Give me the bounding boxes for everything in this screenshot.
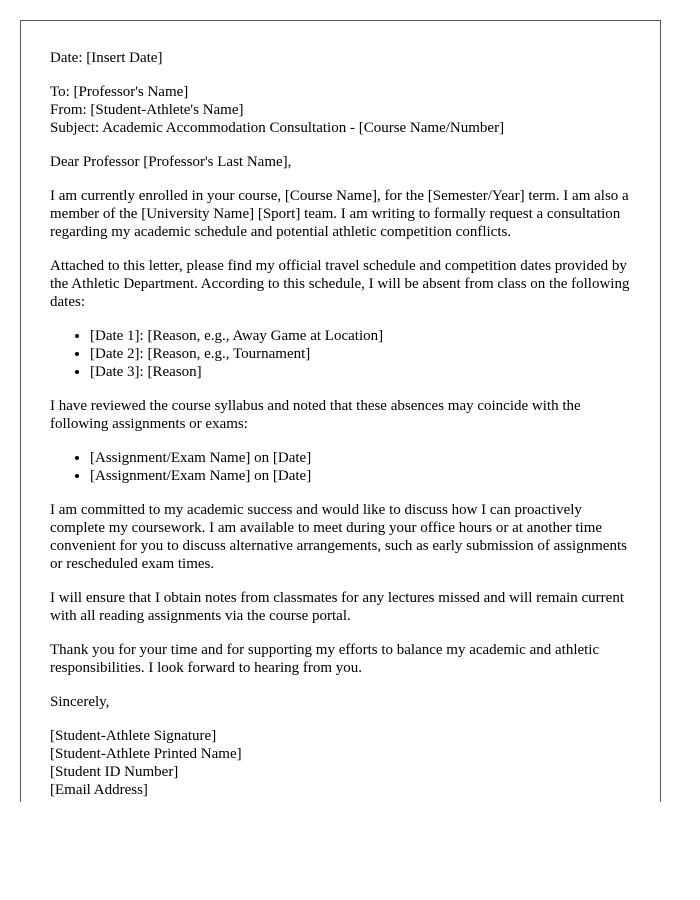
student-id-line: [Student ID Number] <box>50 764 179 780</box>
list-item: • [Date 1]: [Reason, e.g., Away Game at Location] <box>90 327 630 345</box>
subject-line: Subject: Academic Accommodation Consultation - [Course Name/Number] <box>50 120 505 136</box>
list-item: • [Assignment/Exam Name] on [Date] <box>90 467 630 485</box>
paragraph-enrollment: I am currently enrolled in your course, [Course Name], for the [Semester/Year] term. I am also a member of the [University Name] [Sport] team. I am writing to formally request a consultation regarding my academic schedule and potential athletic competition conflicts. <box>50 188 629 240</box>
signature-line: [Student-Athlete Signature] <box>50 728 217 744</box>
paragraph-notes: I will ensure that I obtain notes from classmates for any lectures missed and will remain current with all reading assignments via the course portal. <box>50 590 624 624</box>
to-line: To: [Professor's Name] <box>50 84 189 100</box>
letter-page <box>20 20 661 802</box>
absence-dates-list <box>50 327 630 381</box>
salutation: Dear Professor [Professor's Last Name], <box>50 154 292 170</box>
paragraph-syllabus: I have reviewed the course syllabus and noted that these absences may coincide with the following assignments or exams: <box>50 398 581 432</box>
list-item: • [Date 3]: [Reason] <box>90 363 630 381</box>
from-line: From: [Student-Athlete's Name] <box>50 102 244 118</box>
signature-block <box>50 727 630 799</box>
list-item: • [Date 2]: [Reason, e.g., Tournament] <box>90 345 630 363</box>
assignments-list <box>50 449 630 485</box>
paragraph-thanks: Thank you for your time and for supporting my efforts to balance my academic and athletic responsibilities. I look forward to hearing from you. <box>50 642 600 676</box>
printed-name-line: [Student-Athlete Printed Name] <box>50 746 242 762</box>
paragraph-commitment: I am committed to my academic success and would like to discuss how I can proactively complete my coursework. I am available to meet during your office hours or at another time convenient for you to discuss alternative arrangements, such as early submission of assignments or rescheduled exam times. <box>50 502 627 572</box>
sign-off: Sincerely, <box>50 694 110 710</box>
date-line: Date: [Insert Date] <box>50 50 163 66</box>
email-address-line: [Email Address] <box>50 782 148 798</box>
header-block <box>50 83 630 137</box>
paragraph-travel-schedule: Attached to this letter, please find my official travel schedule and competition dates provided by the Athletic Department. According to this schedule, I will be absent from class on the following dates: <box>50 258 630 310</box>
letter-body <box>50 49 630 799</box>
list-item: • [Assignment/Exam Name] on [Date] <box>90 449 630 467</box>
